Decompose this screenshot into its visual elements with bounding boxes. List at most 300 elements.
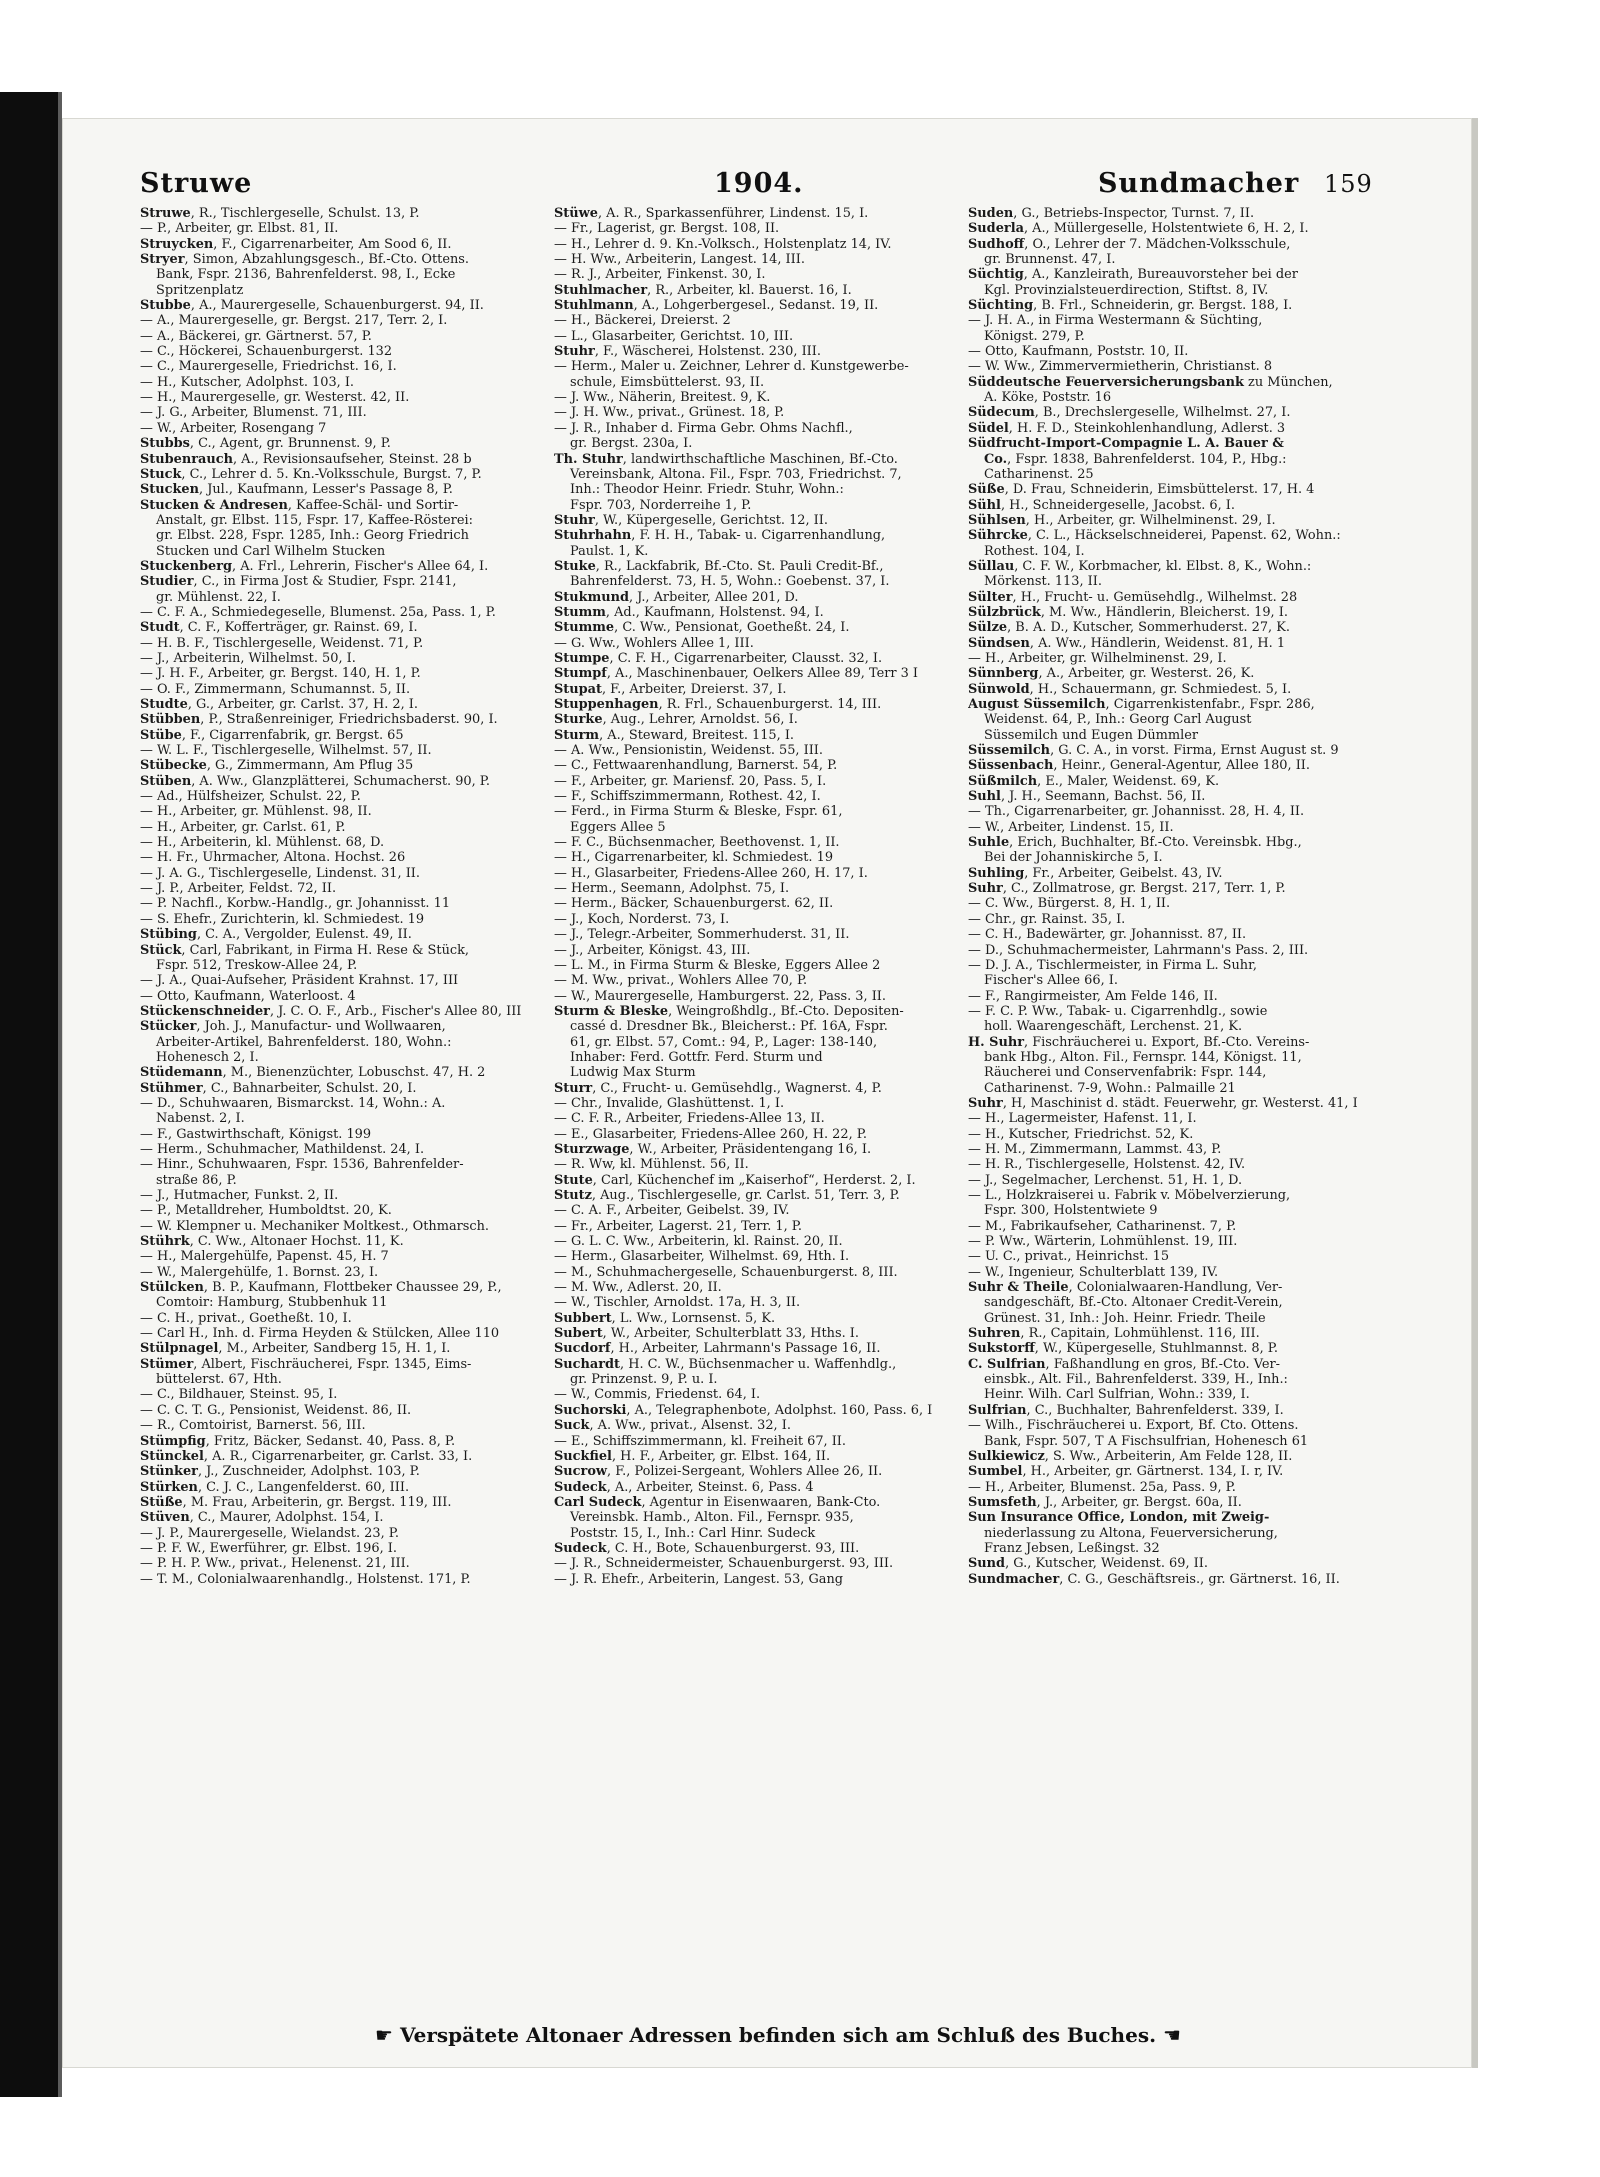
directory-entry	[968, 758, 1388, 773]
entry-name: Stuhlmann	[554, 298, 634, 314]
entry-name: Stülpnagel	[140, 1341, 219, 1357]
entry-details: , C. H., Bote, Schauenburgerst. 93, III.	[606, 1540, 860, 1556]
entry-details: — H., Arbeiter, gr. Carlst. 61, P.	[140, 819, 346, 835]
entry-details: — H., Lagermeister, Hafenst. 11, I.	[968, 1111, 1197, 1127]
entry-details: — Chr., Invalide, Glashüttenst. 1, I.	[554, 1095, 785, 1111]
directory-entry	[554, 1111, 974, 1126]
entry-details: , Ad., Kaufmann, Holstenst. 94, I.	[605, 604, 824, 620]
entry-name: Stüße	[140, 1494, 183, 1510]
directory-entry	[554, 329, 974, 344]
entry-details: , S. Ww., Arbeiterin, Am Felde 128, II.	[1044, 1448, 1293, 1464]
entry-details: , H. F. D., Steinkohlenhandlung, Adlerst. 3	[1008, 420, 1286, 436]
entry-details: — H. R., Tischlergeselle, Holstenst. 42, IV.	[968, 1157, 1246, 1173]
directory-entry	[968, 313, 1388, 328]
entry-details: — W., Ingenieur, Schulterblatt 139, IV.	[968, 1264, 1219, 1280]
entry-details: — J., Segelmacher, Lerchenst. 51, H. 1, D.	[968, 1172, 1243, 1188]
entry-name: Sündsen	[968, 635, 1030, 651]
directory-entry	[140, 728, 560, 743]
directory-entry	[554, 375, 974, 390]
entry-details: — H., Lehrer d. 9. Kn.-Volksch., Holstenplatz 14, IV.	[554, 236, 892, 252]
entry-name: H. Suhr	[968, 1034, 1024, 1050]
directory-entry	[968, 774, 1388, 789]
entry-details: , C. Ww., Altonaer Hochst. 11, K.	[189, 1234, 404, 1250]
entry-details: , J., Arbeiter, Allee 201, D.	[628, 589, 799, 605]
directory-entry	[140, 574, 560, 589]
entry-details: — U. C., privat., Heinrichst. 15	[968, 1249, 1170, 1265]
entry-details: , H. F., Arbeiter, gr. Elbst. 164, II.	[611, 1448, 831, 1464]
directory-entry	[968, 1295, 1388, 1310]
directory-entry	[140, 498, 560, 513]
entry-details: — Herm., Schuhmacher, Mathildenst. 24, I.	[140, 1141, 425, 1157]
entry-name: Stucken	[140, 482, 199, 498]
entry-details: , Jul., Kaufmann, Lesser's Passage 8, P.	[199, 482, 453, 498]
directory-entry	[140, 881, 560, 896]
entry-details: , Kaffee-Schäl- und Sortir-	[287, 497, 459, 513]
directory-entry	[140, 206, 560, 221]
directory-entry	[968, 1449, 1388, 1464]
entry-details: Vereinsbank, Altona. Fil., Fspr. 703, Friedrichst. 7,	[570, 466, 902, 482]
directory-entry	[554, 1357, 974, 1372]
entry-details: , J. H., Seemann, Bachst. 56, II.	[1000, 789, 1206, 805]
entry-details: , D. Frau, Schneiderin, Eimsbüttelerst. 17, H. 4	[1004, 482, 1315, 498]
entry-details: — Herm., Bäcker, Schauenburgerst. 62, II.	[554, 896, 834, 912]
directory-entry	[968, 789, 1388, 804]
entry-name: Sünwold	[968, 681, 1030, 697]
directory-entry	[554, 467, 974, 482]
directory-entry	[968, 298, 1388, 313]
directory-entry	[140, 1111, 560, 1126]
directory-entry	[554, 712, 974, 727]
entry-name: Struycken	[140, 236, 214, 252]
directory-entry	[554, 1510, 974, 1525]
entry-name: Sülter	[968, 589, 1013, 605]
directory-entry	[140, 1219, 560, 1234]
entry-name: Süchtig	[968, 267, 1024, 283]
directory-entry	[140, 697, 560, 712]
directory-entry	[968, 482, 1388, 497]
directory-entry	[554, 774, 974, 789]
entry-details: , Aug., Lehrer, Arnoldst. 56, I.	[602, 712, 798, 728]
entry-details: — F. C. P. Ww., Tabak- u. Cigarrenhdlg., sowie	[968, 1003, 1268, 1019]
entry-details: — W., Malergehülfe, 1. Bornst. 23, I.	[140, 1264, 379, 1280]
directory-entry	[140, 1157, 560, 1172]
entry-details: — J., Hutmacher, Funkst. 2, II.	[140, 1188, 339, 1203]
entry-details: , A. R., Cigarrenarbeiter, gr. Carlst. 33, I.	[203, 1448, 473, 1464]
directory-entry	[140, 682, 560, 697]
entry-name: Suhle	[968, 835, 1010, 851]
directory-entry	[140, 1311, 560, 1326]
directory-entry	[554, 1280, 974, 1295]
directory-entry	[140, 559, 560, 574]
directory-entry	[554, 789, 974, 804]
entry-details: holl. Waarengeschäft, Lerchenst. 21, K.	[984, 1019, 1243, 1035]
directory-entry	[554, 390, 974, 405]
entry-details: Kgl. Provinzialsteuerdirection, Stiftst. 8, IV.	[984, 282, 1269, 298]
entry-details: , W., Arbeiter, Präsidentengang 16, I.	[629, 1141, 872, 1157]
entry-details: Vereinsbk. Hamb., Alton. Fil., Fernspr. 935,	[570, 1510, 854, 1526]
directory-entry	[140, 1572, 560, 1587]
entry-details: — G. L. C. Ww., Arbeiterin, kl. Rainst. 20, II.	[554, 1234, 843, 1250]
entry-details: — H. M., Zimmermann, Lammst. 43, P.	[968, 1141, 1222, 1157]
entry-details: , B. A. D., Kutscher, Sommerhuderst. 27, K.	[1007, 620, 1290, 636]
directory-entry	[554, 1311, 974, 1326]
entry-details: , A., Steward, Breitest. 115, I.	[599, 727, 795, 743]
entry-details: — C. Ww., Bürgerst. 8, H. 1, II.	[968, 896, 1171, 912]
entry-name: Stubbe	[140, 298, 191, 314]
entry-details: , F., Arbeiter, Dreierst. 37, I.	[601, 681, 787, 697]
entry-details: , J., Zuschneider, Adolphst. 103, P.	[197, 1464, 420, 1480]
directory-entry	[968, 973, 1388, 988]
entry-details: — R. Ww, kl. Mühlenst. 56, II.	[554, 1157, 749, 1173]
directory-entry	[140, 1081, 560, 1096]
entry-details: , Simon, Abzahlungsgesch., Bf.-Cto. Ottens.	[184, 252, 470, 268]
entry-name: Südfrucht-Import-Compagnie L. A. Bauer &	[968, 436, 1284, 452]
directory-entry	[140, 789, 560, 804]
directory-entry	[140, 221, 560, 236]
entry-details: , Joh. J., Manufactur- und Wollwaaren,	[196, 1019, 446, 1035]
entry-name: Sund	[968, 1556, 1006, 1572]
directory-entry	[140, 1265, 560, 1280]
directory-entry	[968, 513, 1388, 528]
directory-entry	[554, 513, 974, 528]
entry-details: , B., Drechslergeselle, Wilhelmst. 27, I.	[1034, 405, 1291, 421]
directory-entry	[968, 943, 1388, 958]
entry-name: Stumm	[554, 604, 606, 620]
directory-entry	[554, 728, 974, 743]
entry-details: , C. L., Häckselschneiderei, Papenst. 62, Wohn.:	[1027, 528, 1341, 544]
directory-entry	[554, 421, 974, 436]
directory-entry	[554, 1249, 974, 1264]
directory-entry	[554, 1173, 974, 1188]
directory-entry	[140, 421, 560, 436]
entry-name: Sudhoff	[968, 236, 1025, 252]
pointing-hand-left-icon: ☚	[1163, 2023, 1181, 2047]
entry-details: , Agentur in Eisenwaaren, Bank-Cto.	[641, 1494, 881, 1510]
directory-entry	[554, 758, 974, 773]
entry-details: — H., Malergehülfe, Papenst. 45, H. 7	[140, 1249, 389, 1265]
directory-entry	[140, 436, 560, 451]
entry-details: — J., Arbeiterin, Wilhelmst. 50, I.	[140, 650, 356, 666]
entry-name: Struwe	[140, 206, 191, 221]
entry-name: Studt	[140, 620, 180, 636]
entry-details: — A., Maurergeselle, gr. Bergst. 217, Terr. 2, I.	[140, 313, 448, 329]
directory-entry	[968, 605, 1388, 620]
entry-name: Studier	[140, 574, 194, 590]
entry-name: Th. Stuhr	[554, 451, 623, 467]
entry-details: gr. Brunnenst. 47, I.	[984, 252, 1116, 268]
directory-entry	[968, 636, 1388, 651]
directory-entry	[140, 1188, 560, 1203]
directory-entry	[140, 1234, 560, 1249]
directory-entry	[554, 1096, 974, 1111]
entry-details: schule, Eimsbüttelerst. 93, II.	[570, 374, 765, 390]
entry-details: , A., Telegraphenbote, Adolphst. 160, Pass. 6, I	[626, 1402, 933, 1418]
entry-name: Sudeck	[554, 1479, 607, 1495]
entry-name: Sturke	[554, 712, 603, 728]
entry-details: — C. C. T. G., Pensionist, Weidenst. 86, II.	[140, 1402, 412, 1418]
directory-entry	[140, 835, 560, 850]
entry-details: — F., Rangirmeister, Am Felde 146, II.	[968, 988, 1218, 1004]
entry-name: Stute	[554, 1172, 593, 1188]
entry-details: sandgeschäft, Bf.-Cto. Altonaer Credit-Verein,	[984, 1295, 1283, 1311]
entry-details: — L. M., in Firma Sturm & Bleske, Eggers Allee 2	[554, 957, 881, 973]
directory-entry	[968, 1188, 1388, 1203]
entry-details: — Fr., Lagerist, gr. Bergst. 108, II.	[554, 221, 780, 237]
entry-name: Stübe	[140, 727, 182, 743]
entry-details: — C. F. A., Schmiedegeselle, Blumenst. 25a, Pass. 1, P.	[140, 604, 496, 620]
entry-name: Suhling	[968, 865, 1025, 881]
directory-entry	[140, 1556, 560, 1571]
directory-entry	[554, 1387, 974, 1402]
directory-entry	[968, 651, 1388, 666]
entry-name: Sühlsen	[968, 512, 1026, 528]
entry-details: , B. P., Kaufmann, Flottbeker Chaussee 29, P.,	[203, 1280, 502, 1296]
directory-entry	[554, 405, 974, 420]
directory-entry	[968, 1234, 1388, 1249]
directory-entry	[554, 804, 974, 819]
entry-details: — M., Schuhmachergeselle, Schauenburgerst. 8, III.	[554, 1264, 898, 1280]
entry-details: , H., Frucht- u. Gemüsehdlg., Wilhelmst. 28	[1012, 589, 1298, 605]
entry-name: Sukstorff	[968, 1341, 1035, 1357]
entry-details: — Fr., Arbeiter, Lagerst. 21, Terr. 1, P.	[554, 1218, 802, 1234]
entry-name: Sumsfeth	[968, 1494, 1037, 1510]
entry-name: Stucken & Andresen	[140, 497, 288, 513]
directory-entry	[968, 666, 1388, 681]
directory-entry	[968, 1280, 1388, 1295]
entry-details: , A., Kanzleirath, Bureauvorsteher bei der	[1023, 267, 1298, 283]
entry-details: , C. G., Geschäftsreis., gr. Gärtnerst. 16, II.	[1059, 1571, 1340, 1587]
entry-name: Suchorski	[554, 1402, 627, 1418]
entry-details: , G., Zimmermann, Am Pflug 35	[206, 758, 414, 774]
directory-entry	[554, 1295, 974, 1310]
entry-details: , A., Revisionsaufseher, Steinst. 28 b	[232, 451, 472, 467]
directory-entry	[968, 1004, 1388, 1019]
entry-details: Inhaber: Ferd. Gottfr. Ferd. Sturm und	[570, 1049, 823, 1065]
entry-name: Suhl	[968, 789, 1001, 805]
entry-name: Stuck	[140, 466, 182, 482]
directory-entry	[968, 1541, 1388, 1556]
directory-entry	[968, 359, 1388, 374]
directory-entry	[140, 973, 560, 988]
directory-entry	[140, 958, 560, 973]
entry-name: Sünnberg	[968, 666, 1039, 682]
entry-details: — Hinr., Schuhwaaren, Fspr. 1536, Bahrenfelder-	[140, 1157, 464, 1173]
entry-name: Sturzwage	[554, 1141, 630, 1157]
directory-entry	[968, 436, 1388, 451]
directory-entry	[968, 283, 1388, 298]
entry-name: Stumpe	[554, 650, 610, 666]
header-year: 1904.	[714, 168, 804, 199]
entry-details: , E., Maler, Weidenst. 69, K.	[1037, 773, 1220, 789]
entry-details: , Fischräucherei u. Export, Bf.-Cto. Vereins-	[1024, 1034, 1310, 1050]
entry-name: Sundmacher	[968, 1571, 1060, 1587]
entry-name: Stück	[140, 942, 182, 958]
entry-details: — G. Ww., Wohlers Allee 1, III.	[554, 635, 754, 651]
directory-entry	[140, 1295, 560, 1310]
directory-entry	[968, 421, 1388, 436]
entry-details: — Th., Cigarrenarbeiter, gr. Johannisst. 28, H. 4, II.	[968, 804, 1305, 820]
directory-entry	[140, 943, 560, 958]
entry-name: Süßmilch	[968, 773, 1038, 789]
directory-entry	[968, 1526, 1388, 1541]
entry-details: , M., Bienenzüchter, Lobuschst. 47, H. 2	[222, 1065, 486, 1081]
entry-details: , J. C. O. F., Arb., Fischer's Allee 80, III	[269, 1003, 522, 1019]
entry-details: , W., Küpergeselle, Stuhlmannst. 8, P.	[1034, 1341, 1278, 1357]
entry-details: , H. C. W., Büchsenmacher u. Waffenhdlg.,	[620, 1356, 897, 1372]
entry-name: Suderla	[968, 221, 1024, 237]
directory-entry	[554, 1050, 974, 1065]
entry-details: , L. Ww., Lornsenst. 5, K.	[611, 1310, 776, 1326]
entry-details: — P. H. P. Ww., privat., Helenenst. 21, III.	[140, 1556, 410, 1572]
directory-entry	[968, 866, 1388, 881]
entry-details: — H., Kutscher, Friedrichst. 52, K.	[968, 1126, 1194, 1142]
entry-details: — H., Maurergeselle, gr. Westerst. 42, II.	[140, 390, 410, 406]
entry-name: Subert	[554, 1326, 603, 1342]
entry-name: Süße	[968, 482, 1005, 498]
directory-entry	[968, 1249, 1388, 1264]
directory-entry	[554, 359, 974, 374]
directory-entry	[554, 528, 974, 543]
entry-details: , G., Betriebs-Inspector, Turnst. 7, II.	[1013, 206, 1255, 221]
directory-entry	[140, 1050, 560, 1065]
entry-details: — J. P., Arbeiter, Feldst. 72, II.	[140, 881, 337, 897]
entry-details: Stucken und Carl Wilhelm Stucken	[156, 543, 386, 559]
directory-entry	[554, 1004, 974, 1019]
directory-entry	[554, 1464, 974, 1479]
directory-entry	[968, 1357, 1388, 1372]
entry-name: Stumme	[554, 620, 615, 636]
entry-details: — J. H. A., in Firma Westermann & Süchting,	[968, 313, 1263, 329]
entry-details: — M. Ww., Adlerst. 20, II.	[554, 1280, 722, 1296]
entry-details: Fischer's Allee 66, I.	[984, 973, 1118, 989]
directory-entry	[554, 1265, 974, 1280]
entry-details: — R. J., Arbeiter, Finkenst. 30, I.	[554, 267, 766, 283]
directory-entry	[554, 682, 974, 697]
entry-details: — W. L. F., Tischlergeselle, Wilhelmst. 57, II.	[140, 743, 432, 759]
entry-details: — J. G., Arbeiter, Blumenst. 71, III.	[140, 405, 367, 421]
directory-entry	[968, 728, 1388, 743]
entry-details: — Herm., Seemann, Adolphst. 75, I.	[554, 881, 790, 897]
entry-details: Bank, Fspr. 2136, Bahrenfelderst. 98, I., Ecke	[156, 267, 456, 283]
entry-details: — Otto, Kaufmann, Waterloost. 4	[140, 988, 356, 1004]
entry-name: Suchardt	[554, 1356, 621, 1372]
entry-details: — Ad., Hülfsheizer, Schulst. 22, P.	[140, 789, 361, 805]
entry-details: , M. Ww., Händlerin, Bleicherst. 19, I.	[1040, 604, 1288, 620]
entry-details: , Carl, Küchenchef im „Kaiserhof“, Herderst. 2, I.	[592, 1172, 916, 1188]
entry-details: Spritzenplatz	[156, 282, 244, 298]
directory-entry	[140, 1434, 560, 1449]
entry-details: — F., Gastwirthschaft, Königst. 199	[140, 1126, 372, 1142]
entry-name: Stuhr	[554, 512, 595, 528]
directory-entry	[554, 636, 974, 651]
entry-name: Stübben	[140, 712, 201, 728]
directory-entry	[140, 636, 560, 651]
entry-details: — J., Telegr.-Arbeiter, Sommerhuderst. 31, II.	[554, 927, 850, 943]
directory-entry	[554, 221, 974, 236]
entry-details: , A. Ww., Glanzplätterei, Schumacherst. 90, P.	[191, 773, 490, 789]
directory-entry	[968, 574, 1388, 589]
entry-details: — Chr., gr. Rainst. 35, I.	[968, 911, 1126, 927]
entry-details: — H. Fr., Uhrmacher, Altona. Hochst. 26	[140, 850, 406, 866]
entry-details: — Herm., Maler u. Zeichner, Lehrer d. Kunstgewerbe-	[554, 359, 909, 375]
entry-name: Sulkiewicz	[968, 1448, 1045, 1464]
directory-entry	[554, 697, 974, 712]
entry-details: , H., Arbeiter, gr. Gärtnerst. 134, I. r, IV.	[1022, 1464, 1284, 1480]
entry-details: — R., Comtoirist, Barnerst. 56, III.	[140, 1418, 366, 1434]
entry-details: — W., Maurergeselle, Hamburgerst. 22, Pass. 3, II.	[554, 988, 886, 1004]
directory-entry	[140, 513, 560, 528]
entry-details: , O., Lehrer der 7. Mädchen-Volksschule,	[1024, 236, 1291, 252]
entry-name: Stubbs	[140, 436, 190, 452]
entry-details: , Faßhandlung en gros, Bf.-Cto. Ver-	[1045, 1356, 1281, 1372]
directory-entry	[140, 1449, 560, 1464]
entry-details: Königst. 279, P.	[984, 328, 1085, 344]
directory-entry	[554, 651, 974, 666]
directory-entry	[140, 1096, 560, 1111]
entry-details: , Fritz, Bäcker, Sedanst. 40, Pass. 8, P.	[205, 1433, 456, 1449]
directory-entry	[554, 298, 974, 313]
directory-entry	[968, 820, 1388, 835]
directory-entry	[140, 359, 560, 374]
directory-entry	[140, 1173, 560, 1188]
entry-details: Comtoir: Hamburg, Stubbenhuk 11	[156, 1295, 388, 1311]
directory-entry	[554, 943, 974, 958]
directory-entry	[140, 1341, 560, 1356]
entry-details: gr. Prinzenst. 9, P. u. I.	[570, 1372, 718, 1388]
entry-details: , G. C. A., in vorst. Firma, Ernst August st. 9	[1050, 743, 1339, 759]
entry-name: Sucrow	[554, 1464, 608, 1480]
entry-name: Co.	[984, 451, 1008, 467]
entry-name: Sülzbrück	[968, 604, 1041, 620]
directory-entry	[554, 1157, 974, 1172]
entry-details: — C. H., Badewärter, gr. Johannisst. 87, II.	[968, 927, 1247, 943]
entry-details: , R., Capitain, Lohmühlenst. 116, III.	[1020, 1326, 1260, 1342]
directory-entry	[968, 1341, 1388, 1356]
directory-entry	[554, 850, 974, 865]
directory-entry	[554, 590, 974, 605]
entry-details: — H., Arbeiter, Blumenst. 25a, Pass. 9, P.	[968, 1479, 1236, 1495]
directory-entry	[968, 252, 1388, 267]
directory-entry	[554, 206, 974, 221]
directory-entry	[140, 1495, 560, 1510]
entry-details: — M., Fabrikaufseher, Catharinenst. 7, P.	[968, 1218, 1237, 1234]
entry-details: , J., Arbeiter, gr. Bergst. 60a, II.	[1036, 1494, 1242, 1510]
entry-details: , W., Küpergeselle, Gerichtst. 12, II.	[594, 512, 828, 528]
entry-name: Süddeutsche Feuerversicherungsbank	[968, 374, 1244, 390]
entry-details: , Fr., Arbeiter, Geibelst. 43, IV.	[1024, 865, 1223, 881]
entry-details: , C. Ww., Pensionat, Goetheßt. 24, I.	[614, 620, 850, 636]
entry-details: — H. Ww., Arbeiterin, Langest. 14, III.	[554, 252, 805, 268]
entry-details: Catharinenst. 7-9, Wohn.: Palmaille 21	[984, 1080, 1236, 1096]
directory-entry	[140, 1510, 560, 1525]
entry-details: , C. J. C., Langenfelderst. 60, III.	[197, 1479, 410, 1495]
running-header	[140, 168, 1416, 208]
directory-entry	[968, 344, 1388, 359]
entry-details: — F., Schiffszimmermann, Rothest. 42, I.	[554, 789, 821, 805]
directory-entry	[968, 835, 1388, 850]
entry-details: — C. A. F., Arbeiter, Geibelst. 39, IV.	[554, 1203, 790, 1219]
entry-name: Stupat	[554, 681, 602, 697]
directory-entry	[554, 1142, 974, 1157]
directory-entry	[140, 866, 560, 881]
directory-entry	[554, 1341, 974, 1356]
header-last-entry: Sundmacher	[1098, 168, 1300, 199]
entry-details: — D., Schuhmachermeister, Lahrmann's Pass. 2, III.	[968, 942, 1309, 958]
directory-entry	[968, 804, 1388, 819]
entry-details: Fspr. 703, Norderreihe 1, P.	[570, 497, 752, 513]
entry-name: Stutz	[554, 1188, 592, 1203]
entry-details: — J., Koch, Norderst. 73, I.	[554, 911, 730, 927]
